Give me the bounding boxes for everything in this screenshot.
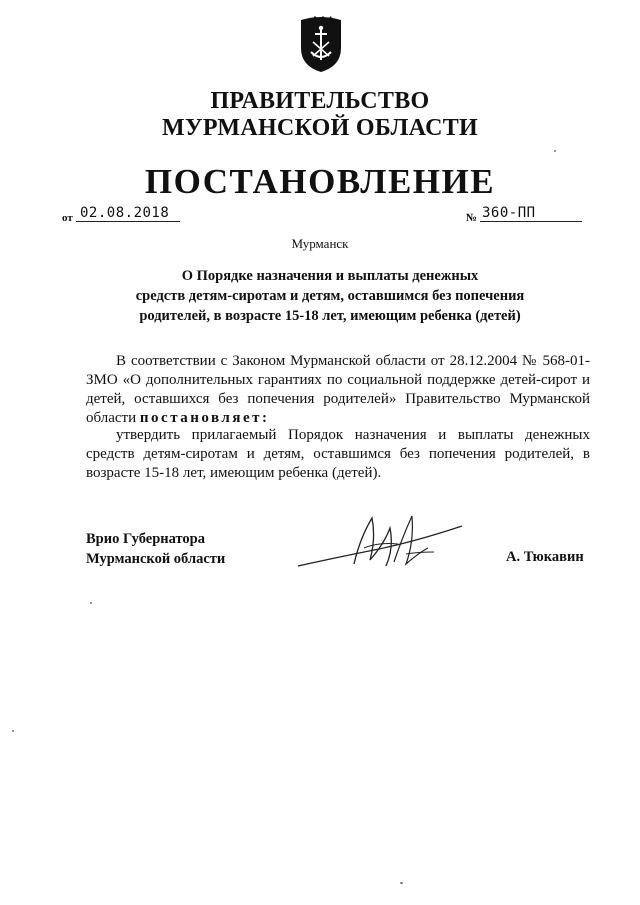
government-name-line1: ПРАВИТЕЛЬСТВО [210, 88, 430, 114]
subject-line-2: средств детям-сиротам и детям, оставшимся без попечения [135, 288, 525, 304]
body-paragraph-2: утвердить прилагаемый Порядок назначения и выплаты денежных средств детям-сиротам и детям, оставшимся без попечения родителей, в возрасте 15-18 лет, имеющим ребенка (детей). [86, 427, 590, 481]
subject-line-3: родителей, в возрасте 15-18 лет, имеющим ребенка (детей) [139, 308, 521, 324]
number-prefix: № [466, 212, 478, 224]
coat-of-arms-icon [297, 14, 345, 74]
signer-position [86, 529, 225, 569]
document-number: 360-ПП [480, 205, 582, 222]
subject-line-1: О Порядке назначения и выплаты денежных [181, 268, 479, 284]
scan-speck [554, 150, 556, 152]
document-subject [120, 266, 540, 326]
signer-name: А. Тюкавин [506, 549, 584, 565]
handwritten-signature [294, 508, 474, 578]
decree-word: постановляет: [139, 410, 270, 426]
paragraph-1-text: В соответствии с Законом Мурманской области от 28.12.2004 № 568-01-ЗМО «О дополнительных гарантиях по социальной поддержке детей-сирот и детей, оставшихся без попечения родителей» Правительство Мурманской области [86, 353, 590, 426]
body-paragraph-1 [86, 352, 590, 428]
scan-speck [90, 602, 92, 604]
scan-speck [400, 882, 403, 884]
date-prefix: от [62, 212, 73, 224]
scan-speck [12, 730, 14, 732]
government-name-line2: МУРМАНСКОЙ ОБЛАСТИ [162, 115, 478, 141]
city-label: Мурманск [291, 236, 349, 251]
signer-position-line-2: Мурманской области [86, 551, 226, 567]
document-type-heading: ПОСТАНОВЛЕНИЕ [144, 162, 496, 201]
signer-position-line-1: Врио Губернатора [86, 531, 205, 547]
document-date: 02.08.2018 [76, 205, 180, 222]
